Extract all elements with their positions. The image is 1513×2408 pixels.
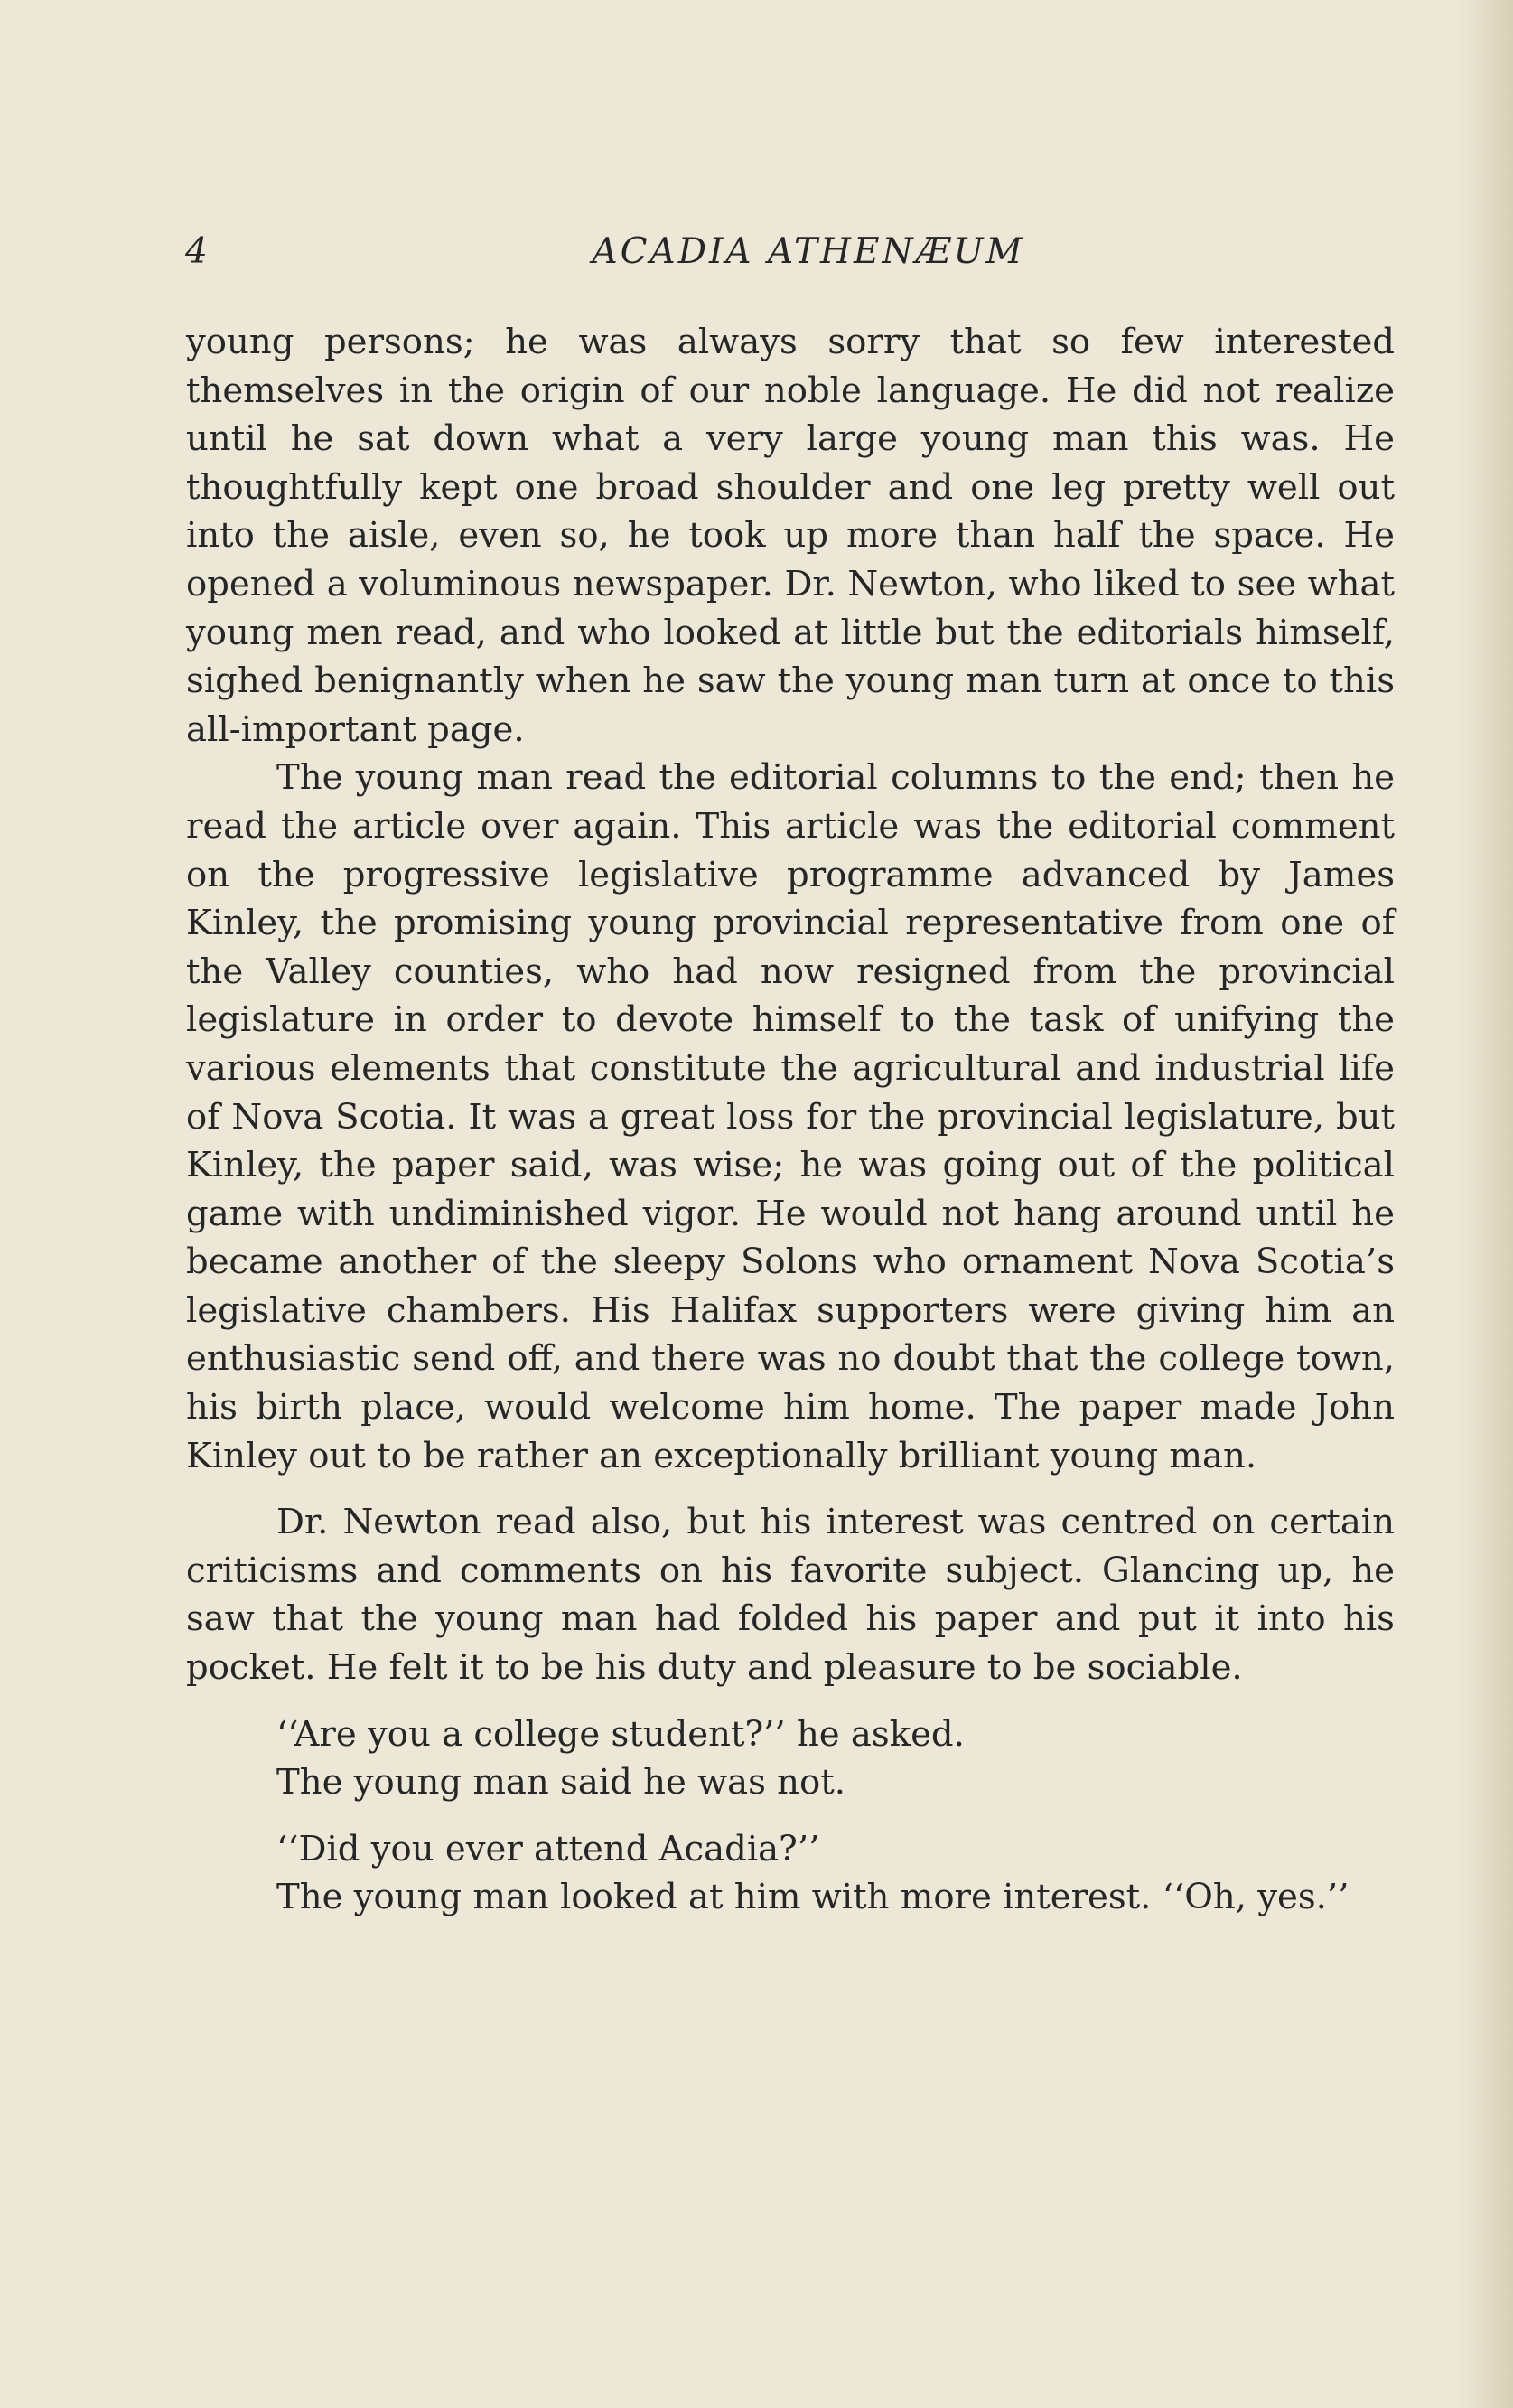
paragraph: The young man read the editorial columns to the end; then he read the article over again. This article was the editorial comment on the progressive legislative programme advanced by James Kinley, the promising young provincial representative from one of the Valley counties, who had now resigned from the provincial legislature in order to devote himself to the task of unifying the various elements that constitute the agricultural and industrial life of Nova Scotia. It was a great loss for the provincial legislature, but Kinley, the paper said, was wise; he was going out of the political game with undiminished vigor. He would not hang around until he became another of the sleepy Solons who ornament Nova Scotia’s legislative chambers. His Halifax supporters were giving him an enthusiastic send off, and there was no doubt that the college town, his birth place, would welcome him home. The paper made John Kinley out to be rather an exceptionally brilliant young man.: [186, 757, 1395, 1476]
paragraph: Dr. Newton read also, but his interest was centred on certain criticisms and comments on his favorite subject. Glancing up, he saw that the young man had folded his paper and put it into his pocket. He felt it to be his duty and pleasure to be sociable.: [186, 1502, 1395, 1689]
running-title: ACADIA ATHENÆUM: [592, 231, 1025, 272]
page-edge-shadow: [1459, 0, 1513, 2408]
page-number: 4: [185, 231, 209, 272]
paragraph: The young man said he was not.: [276, 1762, 845, 1804]
page-header: [185, 231, 1396, 276]
dialogue-line: ‘‘Did you ever attend Acadia?’’: [276, 1828, 820, 1869]
paragraph: young persons; he was always sorry that so few interested themselves in the origin of our noble language. He did not realize until he sat down what a very large young man this was. He thoughtfully kept one broad shoulder and one leg pretty well out into the aisle, even so, he took up more than half the space. He opened a voluminous newspaper. Dr. Newton, who liked to see what young men read, and who looked at little but the editorials himself, sighed benignantly when he saw the young man turn at once to this all-important page.: [186, 322, 1395, 750]
paragraph: The young man looked at him with more interest. ‘‘Oh, yes.’’: [276, 1877, 1350, 1918]
article-body: [186, 318, 1395, 1922]
dialogue-line: ‘‘Are you a college student?’’ he asked.: [276, 1713, 965, 1755]
